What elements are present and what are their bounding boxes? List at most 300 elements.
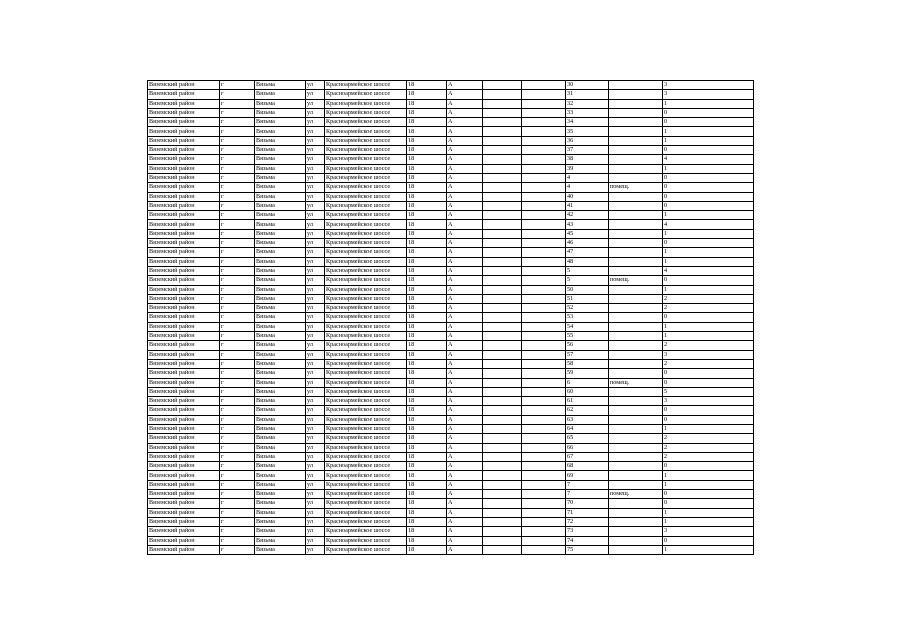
premises-cell [609, 108, 663, 117]
extra-cell-1 [483, 294, 522, 303]
premises-cell [609, 341, 663, 350]
apartment-cell: 5 [566, 276, 609, 285]
settlement-type-cell: г [220, 536, 255, 545]
extra-cell-1 [483, 517, 522, 526]
settlement-type-cell: г [220, 220, 255, 229]
table-row [148, 424, 754, 433]
table-row [148, 239, 754, 248]
settlement-type-cell: г [220, 341, 255, 350]
count-cell: 0 [663, 536, 754, 545]
street-cell: Красноармейское шоссе [325, 155, 407, 164]
house-cell: 18 [407, 155, 447, 164]
district-cell: Вяземский район [148, 127, 220, 136]
apartment-cell: 68 [566, 462, 609, 471]
apartment-cell: 40 [566, 192, 609, 201]
settlement-type-cell: г [220, 173, 255, 182]
extra-cell-2 [522, 480, 566, 489]
building-letter-cell: А [447, 387, 483, 396]
settlement-type-cell: г [220, 99, 255, 108]
extra-cell-2 [522, 90, 566, 99]
table-row [148, 136, 754, 145]
count-cell: 0 [663, 276, 754, 285]
table-row [148, 322, 754, 331]
street-type-cell: ул [306, 322, 325, 331]
premises-cell [609, 387, 663, 396]
building-letter-cell: А [447, 517, 483, 526]
street-type-cell: ул [306, 173, 325, 182]
street-type-cell: ул [306, 127, 325, 136]
settlement-type-cell: г [220, 136, 255, 145]
premises-cell [609, 304, 663, 313]
extra-cell-2 [522, 313, 566, 322]
street-type-cell: ул [306, 239, 325, 248]
table-row [148, 462, 754, 471]
house-cell: 18 [407, 164, 447, 173]
street-cell: Красноармейское шоссе [325, 220, 407, 229]
count-cell: 1 [663, 211, 754, 220]
table-row [148, 341, 754, 350]
street-cell: Красноармейское шоссе [325, 397, 407, 406]
apartment-cell: 58 [566, 359, 609, 368]
extra-cell-1 [483, 322, 522, 331]
extra-cell-1 [483, 108, 522, 117]
settlement-type-cell: г [220, 527, 255, 536]
settlement-type-cell: г [220, 415, 255, 424]
apartment-cell: 61 [566, 397, 609, 406]
street-cell: Красноармейское шоссе [325, 127, 407, 136]
street-cell: Красноармейское шоссе [325, 108, 407, 117]
street-cell: Красноармейское шоссе [325, 304, 407, 313]
table-row [148, 350, 754, 359]
building-letter-cell: А [447, 266, 483, 275]
street-type-cell: ул [306, 387, 325, 396]
street-type-cell: ул [306, 332, 325, 341]
house-cell: 18 [407, 136, 447, 145]
street-cell: Красноармейское шоссе [325, 173, 407, 182]
count-cell: 1 [663, 127, 754, 136]
building-letter-cell: А [447, 127, 483, 136]
house-cell: 18 [407, 378, 447, 387]
count-cell: 2 [663, 452, 754, 461]
table-row [148, 452, 754, 461]
extra-cell-2 [522, 369, 566, 378]
house-cell: 18 [407, 313, 447, 322]
extra-cell-1 [483, 285, 522, 294]
settlement-cell: Вязьма [255, 257, 306, 266]
table-row [148, 527, 754, 536]
building-letter-cell: А [447, 536, 483, 545]
street-cell: Красноармейское шоссе [325, 341, 407, 350]
count-cell: 2 [663, 443, 754, 452]
settlement-cell: Вязьма [255, 332, 306, 341]
settlement-cell: Вязьма [255, 99, 306, 108]
street-type-cell: ул [306, 536, 325, 545]
street-type-cell: ул [306, 545, 325, 554]
settlement-type-cell: г [220, 192, 255, 201]
house-cell: 18 [407, 285, 447, 294]
district-cell: Вяземский район [148, 406, 220, 415]
district-cell: Вяземский район [148, 81, 220, 90]
extra-cell-2 [522, 517, 566, 526]
premises-cell [609, 127, 663, 136]
extra-cell-2 [522, 155, 566, 164]
extra-cell-2 [522, 164, 566, 173]
street-type-cell: ул [306, 313, 325, 322]
extra-cell-1 [483, 452, 522, 461]
building-letter-cell: А [447, 229, 483, 238]
street-cell: Красноармейское шоссе [325, 378, 407, 387]
table-row [148, 499, 754, 508]
extra-cell-2 [522, 183, 566, 192]
extra-cell-2 [522, 211, 566, 220]
building-letter-cell: А [447, 508, 483, 517]
street-cell: Красноармейское шоссе [325, 322, 407, 331]
district-cell: Вяземский район [148, 248, 220, 257]
apartment-cell: 71 [566, 508, 609, 517]
premises-cell [609, 424, 663, 433]
street-cell: Красноармейское шоссе [325, 462, 407, 471]
district-cell: Вяземский район [148, 192, 220, 201]
house-cell: 18 [407, 322, 447, 331]
extra-cell-1 [483, 127, 522, 136]
premises-cell [609, 443, 663, 452]
premises-cell [609, 229, 663, 238]
district-cell: Вяземский район [148, 90, 220, 99]
premises-cell [609, 536, 663, 545]
count-cell: 0 [663, 201, 754, 210]
count-cell: 3 [663, 397, 754, 406]
settlement-cell: Вязьма [255, 118, 306, 127]
building-letter-cell: А [447, 415, 483, 424]
table-row [148, 517, 754, 526]
settlement-cell: Вязьма [255, 341, 306, 350]
address-table [147, 80, 754, 555]
settlement-cell: Вязьма [255, 499, 306, 508]
table-row [148, 108, 754, 117]
table-row [148, 369, 754, 378]
count-cell: 0 [663, 369, 754, 378]
settlement-type-cell: г [220, 387, 255, 396]
building-letter-cell: А [447, 397, 483, 406]
settlement-type-cell: г [220, 359, 255, 368]
extra-cell-2 [522, 146, 566, 155]
street-type-cell: ул [306, 304, 325, 313]
settlement-cell: Вязьма [255, 127, 306, 136]
count-cell: 3 [663, 527, 754, 536]
table-row [148, 211, 754, 220]
house-cell: 18 [407, 341, 447, 350]
settlement-cell: Вязьма [255, 276, 306, 285]
house-cell: 18 [407, 517, 447, 526]
premises-cell [609, 350, 663, 359]
premises-cell: помещ. [609, 378, 663, 387]
settlement-type-cell: г [220, 108, 255, 117]
house-cell: 18 [407, 248, 447, 257]
house-cell: 18 [407, 443, 447, 452]
settlement-type-cell: г [220, 517, 255, 526]
extra-cell-1 [483, 471, 522, 480]
building-letter-cell: А [447, 99, 483, 108]
street-cell: Красноармейское шоссе [325, 183, 407, 192]
settlement-type-cell: г [220, 406, 255, 415]
settlement-cell: Вязьма [255, 229, 306, 238]
district-cell: Вяземский район [148, 499, 220, 508]
street-cell: Красноармейское шоссе [325, 118, 407, 127]
street-type-cell: ул [306, 471, 325, 480]
extra-cell-1 [483, 359, 522, 368]
count-cell: 0 [663, 183, 754, 192]
house-cell: 18 [407, 508, 447, 517]
building-letter-cell: А [447, 81, 483, 90]
extra-cell-2 [522, 322, 566, 331]
house-cell: 18 [407, 173, 447, 182]
building-letter-cell: А [447, 499, 483, 508]
count-cell: 1 [663, 480, 754, 489]
settlement-cell: Вязьма [255, 155, 306, 164]
table-row [148, 332, 754, 341]
premises-cell [609, 517, 663, 526]
district-cell: Вяземский район [148, 201, 220, 210]
settlement-type-cell: г [220, 201, 255, 210]
district-cell: Вяземский район [148, 378, 220, 387]
house-cell: 18 [407, 220, 447, 229]
settlement-cell: Вязьма [255, 164, 306, 173]
district-cell: Вяземский район [148, 294, 220, 303]
table-row [148, 192, 754, 201]
extra-cell-2 [522, 406, 566, 415]
apartment-cell: 43 [566, 220, 609, 229]
premises-cell [609, 471, 663, 480]
settlement-cell: Вязьма [255, 415, 306, 424]
premises-cell [609, 164, 663, 173]
building-letter-cell: А [447, 545, 483, 554]
street-cell: Красноармейское шоссе [325, 99, 407, 108]
table-row [148, 164, 754, 173]
building-letter-cell: А [447, 294, 483, 303]
settlement-type-cell: г [220, 480, 255, 489]
street-type-cell: ул [306, 155, 325, 164]
settlement-cell: Вязьма [255, 536, 306, 545]
house-cell: 18 [407, 434, 447, 443]
count-cell: 1 [663, 285, 754, 294]
extra-cell-2 [522, 499, 566, 508]
count-cell: 1 [663, 471, 754, 480]
apartment-cell: 70 [566, 499, 609, 508]
street-type-cell: ул [306, 294, 325, 303]
premises-cell [609, 146, 663, 155]
settlement-type-cell: г [220, 462, 255, 471]
table-row [148, 536, 754, 545]
extra-cell-1 [483, 201, 522, 210]
street-type-cell: ул [306, 192, 325, 201]
settlement-type-cell: г [220, 397, 255, 406]
premises-cell [609, 452, 663, 461]
table-row [148, 397, 754, 406]
house-cell: 18 [407, 424, 447, 433]
building-letter-cell: А [447, 443, 483, 452]
extra-cell-2 [522, 471, 566, 480]
extra-cell-2 [522, 118, 566, 127]
count-cell: 0 [663, 462, 754, 471]
extra-cell-1 [483, 424, 522, 433]
table-row [148, 285, 754, 294]
street-cell: Красноармейское шоссе [325, 480, 407, 489]
district-cell: Вяземский район [148, 276, 220, 285]
street-cell: Красноармейское шоссе [325, 406, 407, 415]
apartment-cell: 69 [566, 471, 609, 480]
building-letter-cell: А [447, 452, 483, 461]
district-cell: Вяземский район [148, 257, 220, 266]
apartment-cell: 54 [566, 322, 609, 331]
settlement-cell: Вязьма [255, 359, 306, 368]
table-row [148, 313, 754, 322]
table-row [148, 257, 754, 266]
count-cell: 2 [663, 294, 754, 303]
extra-cell-1 [483, 313, 522, 322]
district-cell: Вяземский район [148, 480, 220, 489]
street-type-cell: ул [306, 462, 325, 471]
street-cell: Красноармейское шоссе [325, 313, 407, 322]
house-cell: 18 [407, 257, 447, 266]
street-cell: Красноармейское шоссе [325, 211, 407, 220]
house-cell: 18 [407, 229, 447, 238]
settlement-type-cell: г [220, 90, 255, 99]
street-type-cell: ул [306, 378, 325, 387]
extra-cell-1 [483, 462, 522, 471]
extra-cell-1 [483, 545, 522, 554]
premises-cell [609, 155, 663, 164]
count-cell: 4 [663, 220, 754, 229]
settlement-type-cell: г [220, 313, 255, 322]
apartment-cell: 31 [566, 90, 609, 99]
count-cell: 1 [663, 99, 754, 108]
settlement-type-cell: г [220, 452, 255, 461]
extra-cell-2 [522, 136, 566, 145]
district-cell: Вяземский район [148, 424, 220, 433]
apartment-cell: 55 [566, 332, 609, 341]
extra-cell-1 [483, 536, 522, 545]
extra-cell-2 [522, 536, 566, 545]
extra-cell-1 [483, 378, 522, 387]
street-type-cell: ул [306, 397, 325, 406]
apartment-cell: 65 [566, 434, 609, 443]
settlement-cell: Вязьма [255, 220, 306, 229]
settlement-type-cell: г [220, 127, 255, 136]
house-cell: 18 [407, 545, 447, 554]
street-cell: Красноармейское шоссе [325, 136, 407, 145]
building-letter-cell: А [447, 378, 483, 387]
house-cell: 18 [407, 183, 447, 192]
extra-cell-1 [483, 527, 522, 536]
apartment-cell: 62 [566, 406, 609, 415]
settlement-cell: Вязьма [255, 378, 306, 387]
table-row [148, 90, 754, 99]
street-cell: Красноармейское шоссе [325, 146, 407, 155]
street-cell: Красноармейское шоссе [325, 332, 407, 341]
settlement-cell: Вязьма [255, 90, 306, 99]
settlement-type-cell: г [220, 155, 255, 164]
house-cell: 18 [407, 415, 447, 424]
settlement-type-cell: г [220, 183, 255, 192]
building-letter-cell: А [447, 285, 483, 294]
count-cell: 0 [663, 146, 754, 155]
district-cell: Вяземский район [148, 322, 220, 331]
premises-cell [609, 81, 663, 90]
apartment-cell: 32 [566, 99, 609, 108]
settlement-cell: Вязьма [255, 108, 306, 117]
street-cell: Красноармейское шоссе [325, 285, 407, 294]
apartment-cell: 7 [566, 480, 609, 489]
house-cell: 18 [407, 99, 447, 108]
extra-cell-2 [522, 332, 566, 341]
count-cell: 1 [663, 136, 754, 145]
street-cell: Красноармейское шоссе [325, 192, 407, 201]
settlement-cell: Вязьма [255, 248, 306, 257]
street-cell: Красноармейское шоссе [325, 490, 407, 499]
extra-cell-2 [522, 462, 566, 471]
extra-cell-1 [483, 266, 522, 275]
building-letter-cell: А [447, 350, 483, 359]
district-cell: Вяземский район [148, 332, 220, 341]
extra-cell-1 [483, 276, 522, 285]
building-letter-cell: А [447, 322, 483, 331]
settlement-type-cell: г [220, 276, 255, 285]
count-cell: 0 [663, 118, 754, 127]
extra-cell-2 [522, 452, 566, 461]
house-cell: 18 [407, 397, 447, 406]
extra-cell-1 [483, 248, 522, 257]
street-cell: Красноармейское шоссе [325, 276, 407, 285]
table-row [148, 415, 754, 424]
house-cell: 18 [407, 406, 447, 415]
house-cell: 18 [407, 462, 447, 471]
district-cell: Вяземский район [148, 118, 220, 127]
extra-cell-2 [522, 490, 566, 499]
street-type-cell: ул [306, 406, 325, 415]
building-letter-cell: А [447, 332, 483, 341]
district-cell: Вяземский район [148, 173, 220, 182]
street-cell: Красноармейское шоссе [325, 164, 407, 173]
district-cell: Вяземский район [148, 443, 220, 452]
premises-cell [609, 294, 663, 303]
extra-cell-2 [522, 248, 566, 257]
settlement-cell: Вязьма [255, 471, 306, 480]
street-type-cell: ул [306, 359, 325, 368]
extra-cell-2 [522, 294, 566, 303]
street-type-cell: ул [306, 211, 325, 220]
apartment-cell: 56 [566, 341, 609, 350]
settlement-type-cell: г [220, 322, 255, 331]
extra-cell-1 [483, 211, 522, 220]
house-cell: 18 [407, 81, 447, 90]
count-cell: 1 [663, 257, 754, 266]
district-cell: Вяземский район [148, 452, 220, 461]
building-letter-cell: А [447, 220, 483, 229]
building-letter-cell: А [447, 471, 483, 480]
building-letter-cell: А [447, 146, 483, 155]
building-letter-cell: А [447, 183, 483, 192]
extra-cell-1 [483, 118, 522, 127]
premises-cell [609, 332, 663, 341]
apartment-cell: 4 [566, 173, 609, 182]
table-row [148, 81, 754, 90]
settlement-cell: Вязьма [255, 508, 306, 517]
settlement-cell: Вязьма [255, 136, 306, 145]
apartment-cell: 30 [566, 81, 609, 90]
street-type-cell: ул [306, 81, 325, 90]
building-letter-cell: А [447, 257, 483, 266]
premises-cell [609, 462, 663, 471]
